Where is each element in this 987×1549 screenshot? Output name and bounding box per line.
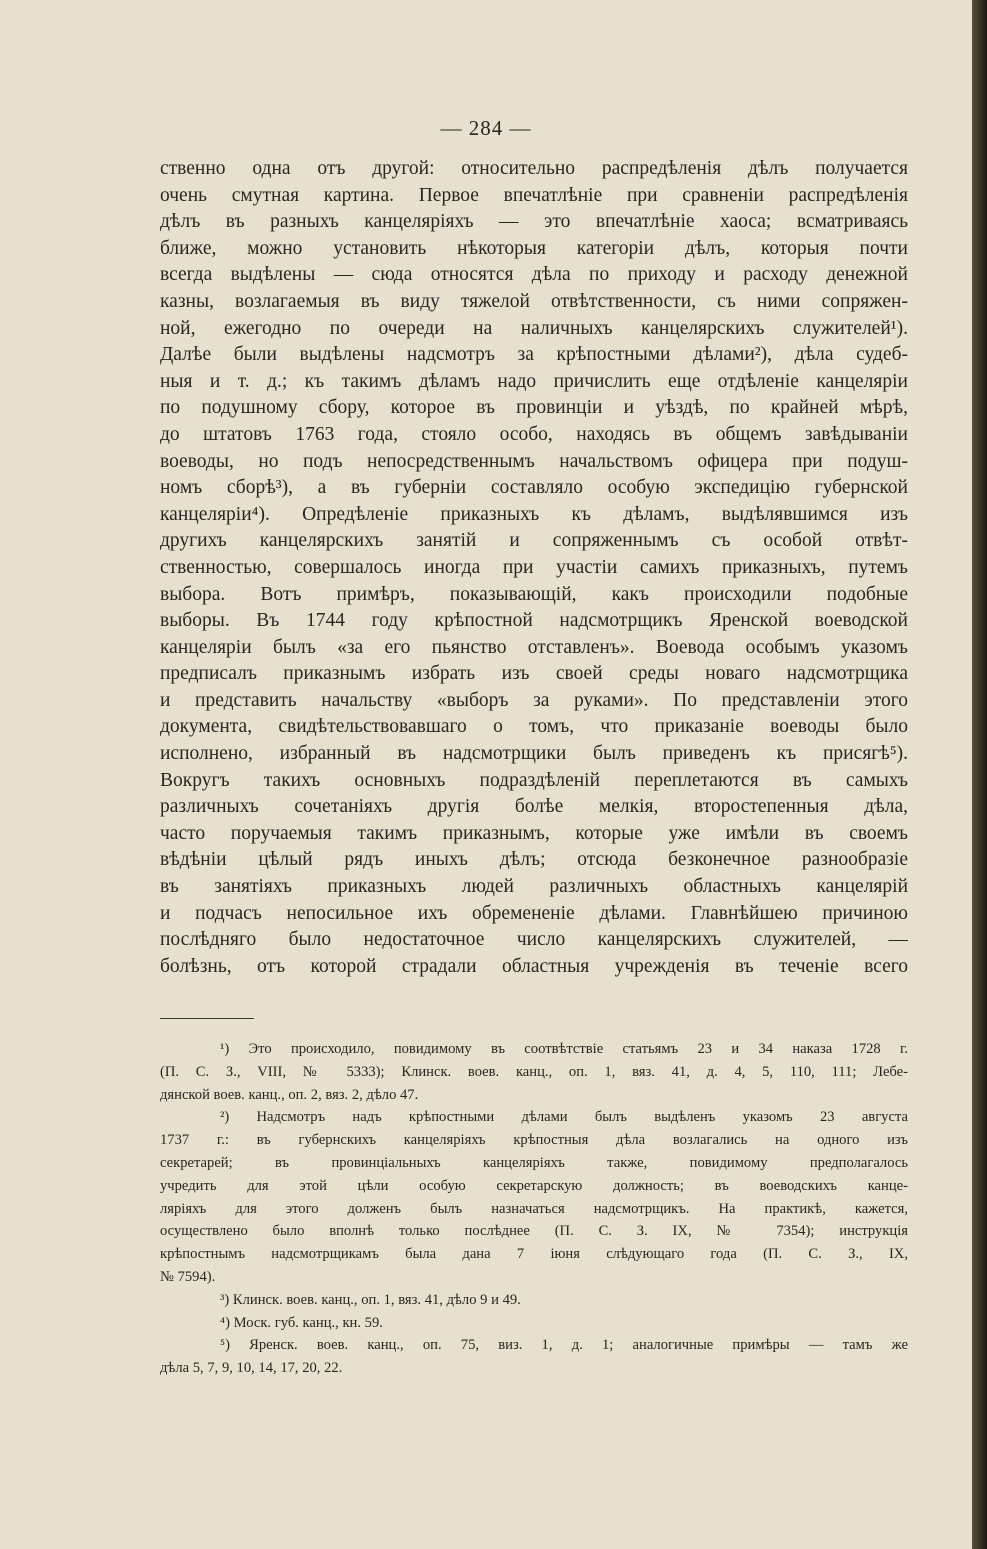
text-line: выбора. Вотъ примѣръ, показывающій, какъ происходили подобные <box>160 583 908 605</box>
text-line: дѣлъ въ разныхъ канцеляріяхъ — это впечатлѣніе хаоса; всматриваясь <box>160 211 908 233</box>
text-line: выборы. Въ 1744 году крѣпостной надсмотрщикъ Яренской воеводской <box>160 610 908 632</box>
text-line: до штатовъ 1763 года, стояло особо, находясь въ общемъ завѣдываніи <box>160 423 908 445</box>
text-line: ной, ежегодно по очереди на наличныхъ канцелярскихъ служителей¹). <box>160 317 908 339</box>
main-text <box>160 156 908 980</box>
text-line: документа, свидѣтельствовавшаго о томъ, что приказаніе воеводы было <box>160 716 908 738</box>
footnote-line: осуществлено было вполнѣ только послѣднее (П. С. З. IX, № 7354); инструкція <box>160 1223 908 1240</box>
text-line: и подчасъ непосильное ихъ обремененіе дѣлами. Главнѣйшею причиною <box>160 902 908 924</box>
footnote-line: ⁴) Моск. губ. канц., кн. 59. <box>220 1314 383 1331</box>
text-line: ственностью, совершалось иногда при участіи самихъ приказныхъ, путемъ <box>160 556 908 578</box>
footnote-line: учредить для этой цѣли особую секретарскую должность; въ воеводскихъ канце- <box>160 1177 908 1194</box>
footnote-divider <box>160 1018 254 1019</box>
footnote-line: ²) Надсмотръ надъ крѣпостными дѣлами былъ выдѣленъ указомъ 23 августа <box>220 1109 908 1126</box>
footnote-line: ляріяхъ для этого долженъ былъ назначаться надсмотрщикъ. На практикѣ, кажется, <box>160 1200 908 1217</box>
book-spine-shadow <box>972 0 987 1549</box>
text-line: Вокругъ такихъ основныхъ подраздѣленій переплетаются въ самыхъ <box>160 769 908 791</box>
footnote-line: № 7594). <box>160 1268 216 1285</box>
text-line: ственно одна отъ другой: относительно распредѣленія дѣлъ получается <box>160 158 908 179</box>
text-line: воеводы, но подъ непосредственнымъ начальствомъ офицера при подуш- <box>160 450 908 472</box>
footnote-line: (П. С. З., VIII, № 5333); Клинск. воев. канц., оп. 1, вяз. 41, д. 4, 5, 110, 111; Лебе- <box>160 1063 908 1080</box>
text-line: послѣдняго было недостаточное число канцелярскихъ служителей, — <box>160 929 908 951</box>
text-line: другихъ канцелярскихъ занятій и сопряженнымъ съ особой отвѣт- <box>160 530 908 552</box>
footnotes <box>160 1038 908 1380</box>
text-line: и представить начальству «выборъ за руками». По представленіи этого <box>160 689 908 711</box>
text-line: болѣзнь, отъ которой страдали областныя учрежденія въ теченіе всего <box>160 955 908 977</box>
footnote-line: крѣпостнымъ надсмотрщикамъ была дана 7 іюня слѣдующаго года (П. С. З., IX, <box>160 1246 908 1263</box>
text-line: канцеляріи былъ «за его пьянство отставленъ». Воевода особымъ указомъ <box>160 636 908 658</box>
footnote-line: 1737 г.: въ губернскихъ канцеляріяхъ крѣпостныя дѣла возлагались на одного изъ <box>160 1132 908 1149</box>
text-line: канцеляріи⁴). Опредѣленіе приказныхъ къ дѣламъ, выдѣлявшимся изъ <box>160 503 908 525</box>
text-line: всегда выдѣлены — сюда относятся дѣла по приходу и расходу денежной <box>160 264 908 286</box>
text-line: вѣдѣніи цѣлый рядъ иныхъ дѣлъ; отсюда безконечное разнообразіе <box>160 849 908 871</box>
text-line: различныхъ сочетаніяхъ другія болѣе мелкія, второстепенныя дѣла, <box>160 796 908 818</box>
text-line: въ занятіяхъ приказныхъ людей различныхъ областныхъ канцелярій <box>160 876 908 898</box>
footnote-line: ⁵) Яренск. воев. канц., оп. 75, виз. 1, д. 1; аналогичные примѣры — тамъ же <box>220 1337 908 1354</box>
text-line: по подушному сбору, которое въ провинціи и уѣздѣ, по крайней мѣрѣ, <box>160 397 908 419</box>
text-line: номъ сборѣ³), а въ губерніи составляло особую экспедицію губернской <box>160 477 908 499</box>
text-line: казны, возлагаемыя въ виду тяжелой отвѣтственности, съ ними сопряжен- <box>160 290 908 312</box>
text-line: предписалъ приказнымъ избрать изъ своей среды новаго надсмотрщика <box>160 663 908 685</box>
footnote-line: ¹) Это происходило, повидимому въ соотвѣтствіе статьямъ 23 и 34 наказа 1728 г. <box>220 1041 908 1057</box>
footnote-line: дѣла 5, 7, 9, 10, 14, 17, 20, 22. <box>160 1360 343 1377</box>
text-line: часто поручаемыя такимъ приказнымъ, которые уже имѣли въ своемъ <box>160 822 908 844</box>
footnote-line: дянской воев. канц., оп. 2, вяз. 2, дѣло 47. <box>160 1086 419 1103</box>
footnote-line: секретарей; въ провинціальныхъ канцеляріяхъ также, повидимому предполагалось <box>160 1154 908 1171</box>
text-line: Далѣе были выдѣлены надсмотръ за крѣпостными дѣлами²), дѣла судеб- <box>160 344 908 366</box>
text-line: очень смутная картина. Первое впечатлѣніе при сравненіи распредѣленія <box>160 184 908 206</box>
text-line: ныя и т. д.; къ такимъ дѣламъ надо причислить еще отдѣленіе канцеляріи <box>160 370 908 392</box>
page-number: — 284 — <box>440 116 532 140</box>
text-line: исполнено, избранный въ надсмотрщики былъ приведенъ къ присягѣ⁵). <box>160 743 908 765</box>
footnote-line: ³) Клинск. воев. канц., оп. 1, вяз. 41, дѣло 9 и 49. <box>220 1291 521 1308</box>
text-line: ближе, можно установить нѣкоторыя категоріи дѣлъ, которыя почти <box>160 237 908 259</box>
